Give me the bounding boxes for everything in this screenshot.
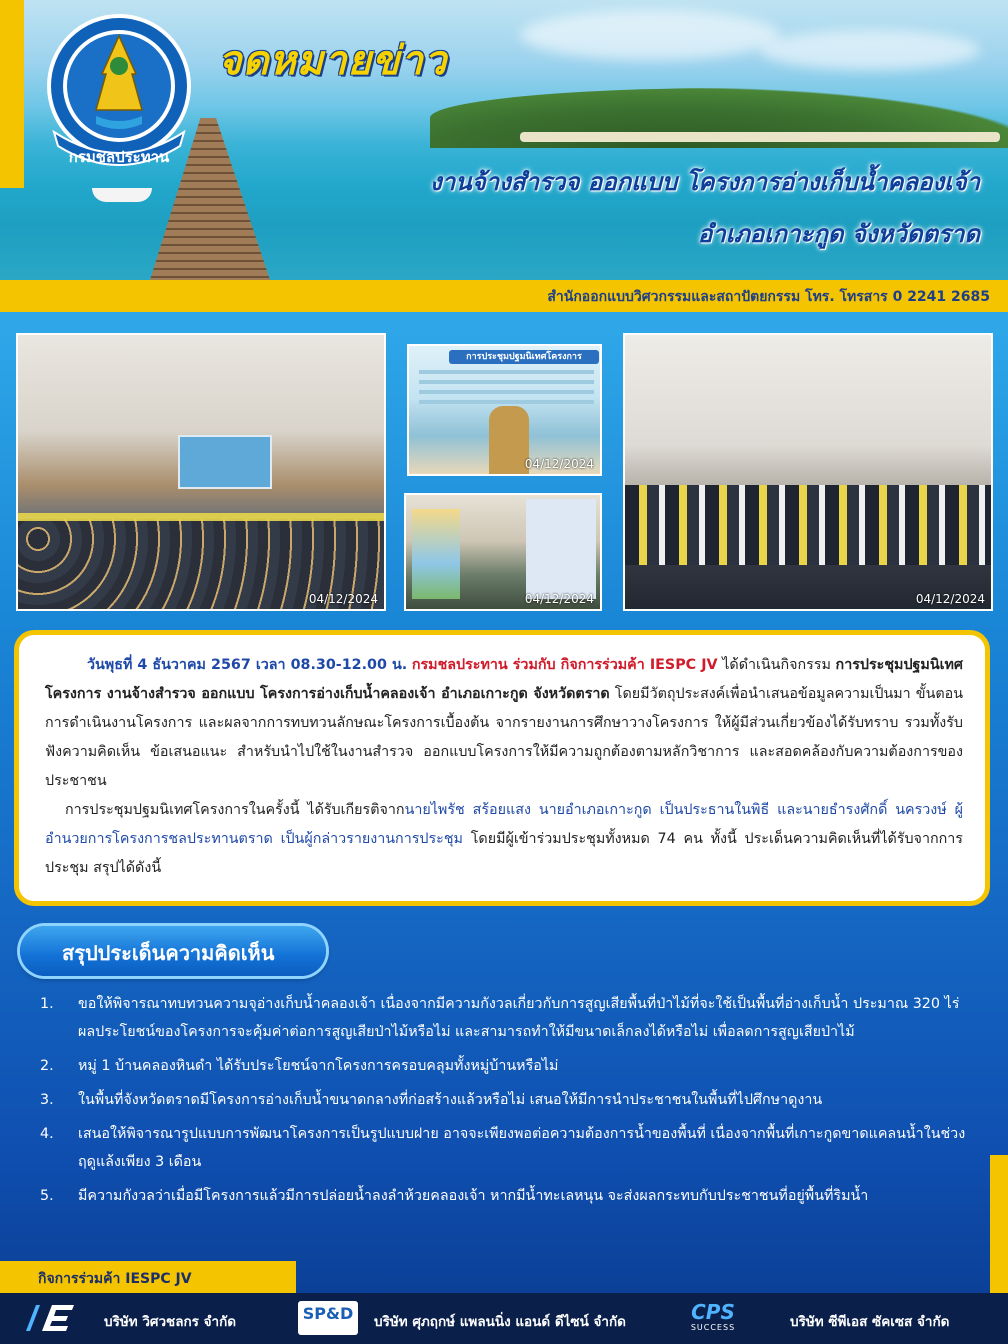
accent-bar-right: [990, 1155, 1008, 1295]
meeting-name: การประชุมปฐมนิเทศโครงการ งานจ้างสำรวจ ออกแบบ โครงการอ่างเก็บน้ำคลองเจ้า อำเภอเกาะกูด จังหวัดตราด: [45, 657, 964, 702]
text: โดยมีวัตถุประสงค์เพื่อนำเสนอข้อมูลความเป็นมา ขั้นตอนการดำเนินงานโครงการ และผลจากการทบทวนลักษณะโครงการเบื้องต้น จากรายงานการศึกษาวางโครงการ ให้ผู้มีส่วนเกี่ยวข้องได้รับทราบ รวมทั้งรับฟังความคิดเห็น ข้อเสนอแนะ สำหรับนำไปใช้ในงานสำรวจ ออกแบบโครงการให้มีความถูกต้องตามหลักวิชาการ และสอดคล้องกับความต้องการของประชาชน: [45, 686, 963, 789]
item-number: 1.: [40, 996, 54, 1012]
logo-text: CPS: [691, 1300, 735, 1324]
photo-presenter: [407, 344, 602, 476]
event-organizers: กรมชลประทาน ร่วมกับ กิจการร่วมค้า IESPC JV: [411, 657, 718, 673]
company-1-name: บริษัท วิศวชลกร จำกัด: [104, 1314, 237, 1330]
list-item: [40, 1182, 970, 1210]
cloud: [520, 10, 780, 60]
photo-date: 04/12/2024: [524, 592, 594, 606]
svg-text:กรมชลประทาน: กรมชลประทาน: [68, 148, 170, 166]
photo-group: [623, 333, 993, 611]
footer-companies: [0, 1293, 1008, 1344]
comment-list: [40, 990, 970, 1216]
item-text: มีความกังวลว่าเมื่อมีโครงการแล้วมีการปล่อยน้ำลงลำห้วยคลองเจ้า หากมีน้ำทะเลหนุน จะส่งผลกระทบกับประชาชนที่อยู่พื้นที่ริมน้ำ: [78, 1188, 869, 1204]
summary-heading-badge: [20, 926, 326, 976]
logo-text: SP&D: [302, 1304, 354, 1323]
logo-subtext: SUCCESS: [690, 1323, 736, 1332]
item-number: 3.: [40, 1092, 54, 1108]
photo-exhibition: [404, 493, 602, 611]
contact-bar: [0, 280, 1008, 312]
rid-logo-icon: [44, 14, 194, 170]
jv-name: กิจการร่วมค้า IESPC JV: [38, 1271, 192, 1287]
list-item: [40, 1120, 970, 1176]
item-number: 4.: [40, 1126, 54, 1142]
text: ได้ดำเนินกิจกรรม: [717, 657, 836, 673]
beach-image: [520, 132, 1000, 142]
text: โดยมีผู้เข้าร่วมประชุมทั้งหมด 74 คน ทั้งนี้ ประเด็นความคิดเห็นที่ได้รับจากการประชุม สรุปได้ดังนี้: [45, 831, 963, 876]
newsletter-title: จดหมายข่าว: [218, 38, 448, 84]
item-text: ในพื้นที่จังหวัดตราดมีโครงการอ่างเก็บน้ำขนาดกลางที่ก่อสร้างแล้วหรือไม่ เสนอให้มีการนำประชาชนในพื้นที่ไปศึกษาดูงาน: [78, 1092, 823, 1108]
table-row: [18, 513, 384, 521]
list-item: [40, 990, 970, 1046]
text: การประชุมปฐมนิเทศโครงการในครั้งนี้ ได้รับเกียรติจาก: [65, 802, 405, 818]
photo-date: 04/12/2024: [524, 457, 594, 471]
presenter: [489, 406, 529, 476]
guest-names: นายไพรัช สร้อยแสง นายอำเภอเกาะกูด เป็นประธานในพิธี และนายธำรงศักดิ์ นครวงษ์ ผู้อำนวยการโครงการชลประทานตราด เป็นผู้กล่าวรายงานการประชุม: [45, 802, 963, 847]
photo-date: 04/12/2024: [308, 592, 378, 606]
summary-heading: สรุปประเด็นความคิดเห็น: [62, 941, 275, 965]
project-title-line1: งานจ้างสำรวจ ออกแบบ โครงการอ่างเก็บน้ำคลองเจ้า: [430, 168, 980, 196]
wisawachonlakorn-logo-icon: [22, 1301, 78, 1335]
item-number: 2.: [40, 1058, 54, 1074]
item-number: 5.: [40, 1188, 54, 1204]
event-description-box: [14, 630, 990, 906]
exhibition-board: [412, 509, 460, 599]
cps-logo-icon: [680, 1301, 746, 1335]
projector-screen: [178, 435, 272, 489]
list-item: [40, 1052, 970, 1080]
header-banner: [0, 0, 1008, 280]
event-paragraph-2: [45, 796, 963, 883]
project-title-line2: อำเภอเกาะกูด จังหวัดตราด: [697, 220, 980, 248]
boat-image: [92, 188, 152, 202]
photo-date: 04/12/2024: [915, 592, 985, 606]
item-text: ขอให้พิจารณาทบทวนความจุอ่างเก็บน้ำคลองเจ้า เนื่องจากมีความกังวลเกี่ยวกับการสูญเสียพื้นที่ป่าไม้ที่จะใช้เป็นพื้นที่อ่างเก็บน้ำ ประมาณ 320 ไร่ ผลประโยชน์ของโครงการจะคุ้มค่าต่อการสูญเสียป่าไม้หรือไม่ และสามารถทำให้มีขนาดเล็กลงได้หรือไม่ เพื่อลดการสูญเสียป่าไม้: [78, 996, 960, 1040]
slide-text: [419, 370, 594, 410]
cloud: [760, 30, 980, 70]
spd-logo-icon: [298, 1301, 358, 1335]
list-item: [40, 1086, 970, 1114]
group-people: [625, 485, 991, 565]
contact-text: สำนักออกแบบวิศวกรรมและสถาปัตยกรรม โทร. โทรสาร 0 2241 2685: [547, 289, 990, 305]
company-2-name: บริษัท ศุภฤกษ์ แพลนนิ่ง แอนด์ ดีไซน์ จำกัด: [374, 1314, 626, 1330]
accent-bar-left: [0, 0, 24, 188]
poster: [526, 499, 596, 599]
event-paragraph-1: [45, 651, 963, 796]
jv-label-bar: [0, 1261, 296, 1293]
item-text: เสนอให้พิจารณารูปแบบการพัฒนาโครงการเป็นรูปแบบฝาย อาจจะเพียงพอต่อความต้องการน้ำของพื้นที่ เนื่องจากพื้นที่เกาะกูดขาดแคลนน้ำในช่วงฤดูแล้งเพียง 3 เดือน: [78, 1126, 966, 1170]
photo-meeting-room: [16, 333, 386, 611]
item-text: หมู่ 1 บ้านคลองหินดำ ได้รับประโยชน์จากโครงการครอบคลุมทั้งหมู่บ้านหรือไม่: [78, 1058, 559, 1074]
slide-heading: การประชุมปฐมนิเทศโครงการ: [449, 350, 599, 364]
company-3-name: บริษัท ซีพีเอส ซัคเซส จำกัด: [790, 1314, 950, 1330]
event-date: วันพุธที่ 4 ธันวาคม 2567 เวลา 08.30-12.00 น.: [87, 657, 408, 673]
